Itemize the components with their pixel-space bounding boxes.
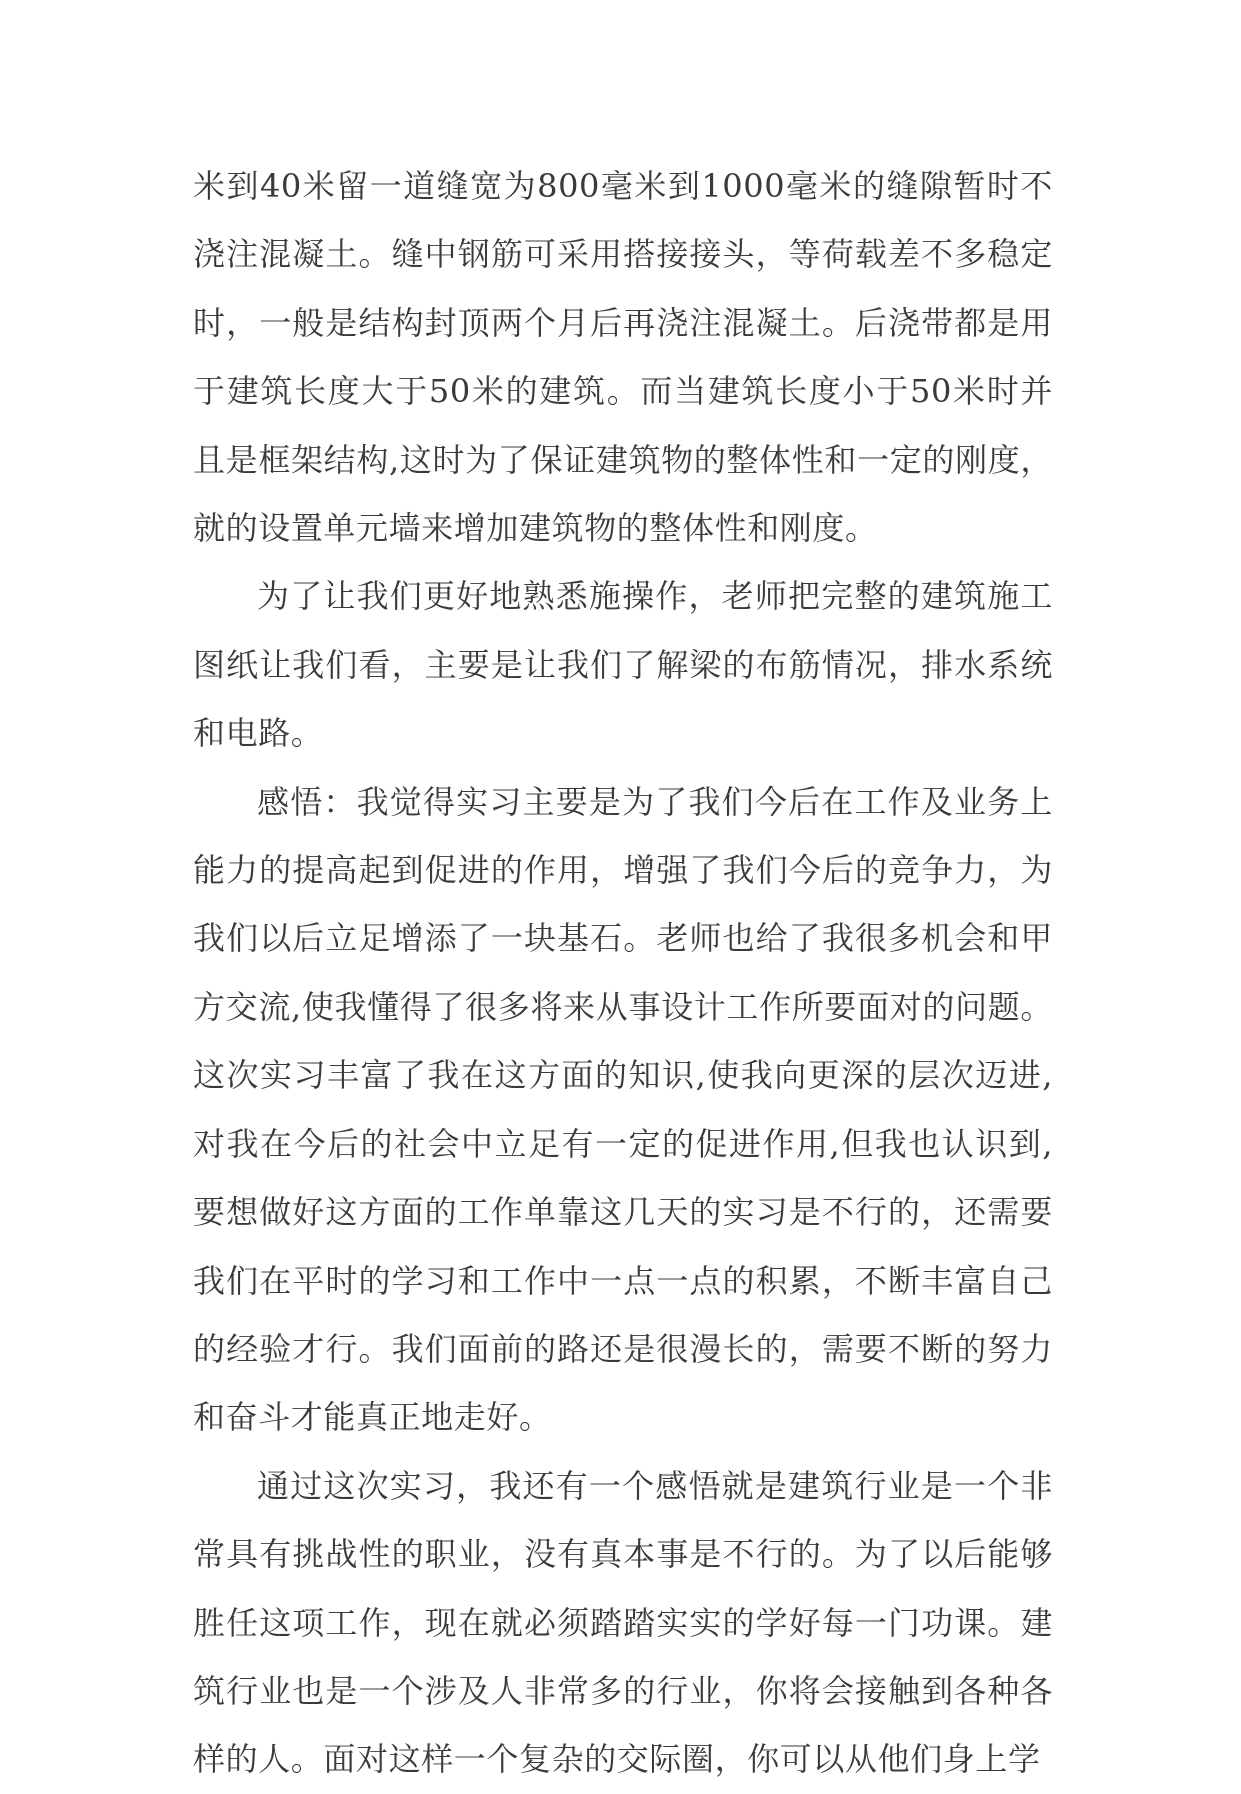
paragraph-3: 感悟：我觉得实习主要是为了我们今后在工作及业务上能力的提高起到促进的作用，增强了我们今后的竞争力，为我们以后立足增添了一块基石。老师也给了我很多机会和甲方交流,使我懂得了很多将来从事设计工作所要面对的问题。这次实习丰富了我在这方面的知识,使我向更深的层次迈进,对我在今后的社会中立足有一定的促进作用,但我也认识到,要想做好这方面的工作单靠这几天的实习是不行的，还需要我们在平时的学习和工作中一点一点的积累，不断丰富自己的经验才行。我们面前的路还是很漫长的，需要不断的努力和奋斗才能真正地走好。 [193,782,1053,1437]
paragraph-1: 米到40米留一道缝宽为800毫米到1000毫米的缝隙暂时不浇注混凝土。缝中钢筋可采用搭接接头，等荷载差不多稳定时，一般是结构封顶两个月后再浇注混凝土。后浇带都是用于建筑长度大于50米的建筑。而当建筑长度小于50米时并且是框架结构,这时为了保证建筑物的整体性和一定的刚度，就的设置单元墙来增加建筑物的整体性和刚度。 [193,167,1053,548]
paragraph-2: 为了让我们更好地熟悉施操作，老师把完整的建筑施工图纸让我们看，主要是让我们了解梁的布筋情况，排水系统和电路。 [193,577,1053,753]
paragraph-4: 通过这次实习，我还有一个感悟就是建筑行业是一个非常具有挑战性的职业，没有真本事是不行的。为了以后能够胜任这项工作，现在就必须踏踏实实的学好每一门功课。建筑行业也是一个涉及人非常多的行业，你将会接触到各种各样的人。面对这样一个复杂的交际圈，你可以从他们身上学 [193,1466,1053,1779]
document-page [193,152,1053,1794]
